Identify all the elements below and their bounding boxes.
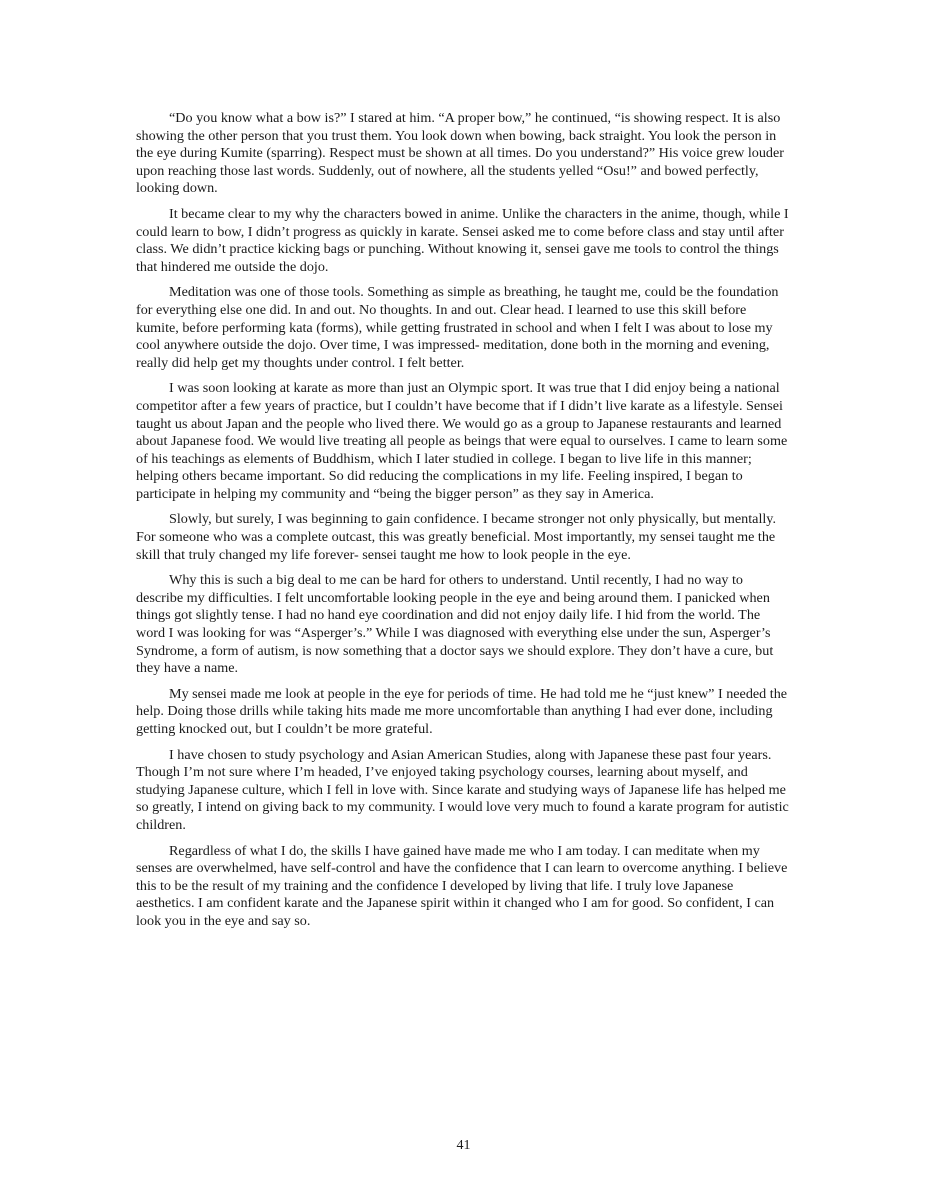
paragraph: “Do you know what a bow is?” I stared at him. “A proper bow,” he continued, “is showing respect. It is also showing the other person that you trust them. You look down when bowing, back straight. You look the person in the eye during Kumite (sparring). Respect must be shown at all times. Do you understand?” His voice grew louder upon reaching those last words. Suddenly, out of nowhere, all the students yelled “Osu!” and bowed perfectly, looking down. — [136, 110, 784, 197]
paragraph: Why this is such a big deal to me can be hard for others to understand. Until recently, I had no way to describe my difficulties. I felt uncomfortable looking people in the eye and being around them. I panicked when things got slightly tense. I had no hand eye coordination and did not enjoy daily life. I hid from the world. The word I was looking for was “Asperger’s.” While I was diagnosed with everything else under the sun, Asperger’s Syndrome, a form of autism, is now something that a doctor says we should explore. They don’t have a cure, but they have a name. — [136, 572, 774, 677]
paragraph: I have chosen to study psychology and Asian American Studies, along with Japanese these past four years. Though I’m not sure where I’m headed, I’ve enjoyed taking psychology courses, learning about myself, and studying Japanese culture, which I fell in love with. Since karate and studying ways of Japanese life has helped me so greatly, I intend on giving back to my community. I would love very much to found a karate program for autistic children. — [136, 746, 789, 833]
paragraph: I was soon looking at karate as more than just an Olympic sport. It was true that I did enjoy being a national competitor after a few years of practice, but I couldn’t have become that if I didn’t live karate as a lifestyle. Sensei taught us about Japan and the people who lived there. We would go as a group to Japanese restaurants and learned about Japanese food. We would live treating all people as beings that were equal to ourselves. I came to learn some of his teachings as elements of Buddhism, which I later studied in college. I began to live life in this manner; helping others became important. So did reducing the complications in my life. Feeling inspired, I began to participate in helping my community and “being the bigger person” as they say in America. — [136, 380, 788, 502]
paragraph: Regardless of what I do, the skills I have gained have made me who I am today. I can meditate when my senses are overwhelmed, have self-control and have the confidence that I can learn to overcome anything. I believe this to be the result of my training and the confidence I developed by living that life. I truly love Japanese aesthetics. I am confident karate and the Japanese spirit within it changed who I am for good. So confident, I can look you in the eye and say so. — [136, 842, 788, 929]
paragraph: It became clear to my why the characters bowed in anime. Unlike the characters in the anime, though, while I could learn to bow, I didn’t progress as quickly in karate. Sensei asked me to come before class and stay until after class. We didn’t practice kicking bags or punching. Without knowing it, sensei gave me tools to control the things that hindered me outside the dojo. — [136, 205, 789, 275]
paragraph: My sensei made me look at people in the eye for periods of time. He had told me he “just knew” I needed the help. Doing those drills while taking hits made me more uncomfortable than anything I had ever done, including getting knocked out, but I couldn’t be more grateful. — [136, 685, 788, 737]
paragraph: Meditation was one of those tools. Something as simple as breathing, he taught me, could be the foundation for everything else one did. In and out. No thoughts. In and out. Clear head. I learned to use this skill before kumite, before performing kata (forms), while getting frustrated in school and when I felt I was about to lose my cool anywhere outside the dojo. Over time, I was impressed- meditation, done both in the morning and evening, really did help get my thoughts under control. I felt better. — [136, 284, 779, 371]
body-text — [136, 110, 792, 939]
page-number: 41 — [456, 1138, 471, 1153]
paragraph: Slowly, but surely, I was beginning to gain confidence. I became stronger not only physically, but mentally. For someone who was a complete outcast, this was greatly beneficial. Most importantly, my sensei taught me the skill that truly changed my life forever- sensei taught me how to look people in the eye. — [136, 511, 776, 563]
